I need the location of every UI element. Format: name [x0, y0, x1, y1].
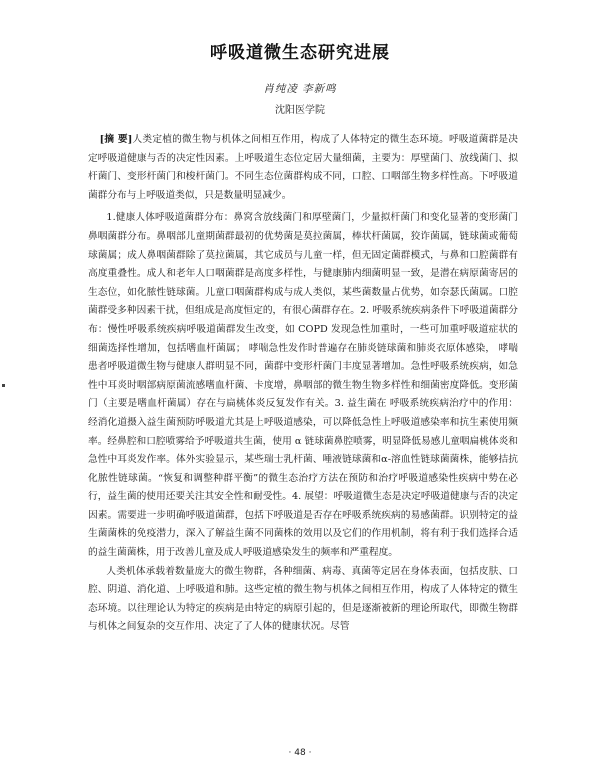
- paper-title: 呼吸道微生态研究进展: [210, 43, 390, 63]
- paper-affiliation: 沈阳医学院: [275, 105, 325, 116]
- body-paragraph-intro: 人类机体承载着数量庞大的微生物群，各种细菌、病毒、真菌等定居在身体表面，包括皮肤、口腔、阴道、消化道、上呼吸道和肺。这些定植的微生物与机体之间相互作用，构成了人体特定的微生态环境。以往理论认为特定的疾病是由特定的病原引起的，但是逐渐被新的理论所取代，即微生物群与机体之间复杂的交互作用、决定了了人体的健康状况。尽管: [88, 565, 518, 633]
- abstract-label: [摘 要]: [99, 134, 133, 145]
- scan-artifact-dot: [2, 384, 5, 387]
- paper-body: [88, 131, 518, 637]
- abstract-text: 人类定植的微生物与机体之间相互作用，构成了人体特定的微生态环境。呼吸道菌群是决定呼吸道健康与否的决定性因素。上呼吸道生态位定居大量细菌，主要为：厚壁菌门、放线菌门、拟杆菌门、变形杆菌门和梭杆菌门。不同生态位菌群构成不同，口腔、口咽部生物多样性高。下呼吸道菌群分布与上呼吸道类似，只是数量明显减少。: [88, 134, 518, 201]
- body-paragraph-main: 1.健康人体呼吸道菌群分布：鼻窝含放线菌门和厚壁菌门，少量拟杆菌门和变化显著的变形菌门鼻咽菌群分布。鼻咽部儿童期菌群最初的优势菌是莫拉菌属，棒状杆菌属，狡诈菌属，链球菌或葡萄球菌属；成人鼻咽菌群除了莫拉菌属，其它成员与儿童一样，但无固定菌群模式，与鼻和口腔菌群有高度重叠性。成人和老年人口咽菌群是高度多样性，与健康肺内细菌明显一致，是潜在病原菌寄居的生态位，如化脓性链球菌。儿童口咽菌群构成与成人类似，某些菌数量占优势，如奈瑟氏菌属。口腔菌群受多种因素干扰，但组成是高度恒定的，有很心菌群存在。2. 呼吸系统疾病条件下呼吸道菌群分布：慢性呼吸系统疾病呼吸道菌群发生改变，如 COPD 发现急性加重时，一些可加重呼吸道症状的细菌选择性增加，包括嗜血杆菌属； 哮喘急性发作时普遍存在肺炎链球菌和肺炎衣原体感染， 哮喘患者呼吸道微生物与健康人群明显不同，菌群中变形杆菌门丰度显著增加。急性呼吸系统疾病，如急性中耳炎时咽部病原菌流感嗜血杆菌、卡度增，鼻咽部的微生物生物多样性和细菌密度降低。变形菌门（主要是嗜血杆菌属）存在与扁桃体炎反复发作有关。3. 益生菌在 呼吸系统疾病治疗中的作用：经消化道摄入益生菌预防呼吸道尤其是上呼吸道感染，可以降低急性上呼吸道感染率和抗生素使用频率。经鼻腔和口腔喷雾给予呼吸道共生菌，使用 α 链球菌鼻腔喷雾，明显降低易感儿童咽扁桃体炎和急性中耳炎发作率。体外实验显示，某些瑞士乳杆菌、唾液链球菌和α-溶血性链球菌菌株，能够拮抗化脓性链球菌。“恢复和调整种群平衡”的微生态治疗方法在预防和治疗呼吸道感染性疾病中势在必行，益生菌的使用还要关注其安全性和耐受性。4. 展望：呼吸道微生态是决定呼吸道健康与否的决定因素。需要进一步明确呼吸道菌群，包括下呼吸道是否存在呼吸系统疾病的易感菌群。识别特定的益生菌菌株的免疫潜力，深入了解益生菌不同菌株的效用以及它们的作用机制，将有利于我们选择合适的益生菌菌株，用于改善儿童及成人呼吸道感染发生的频率和严重程度。: [88, 212, 518, 559]
- page-number: · 48 ·: [288, 748, 312, 758]
- abstract-paragraph: [88, 131, 518, 205]
- paper-authors: 肖纯凌 李新鸣: [263, 83, 337, 95]
